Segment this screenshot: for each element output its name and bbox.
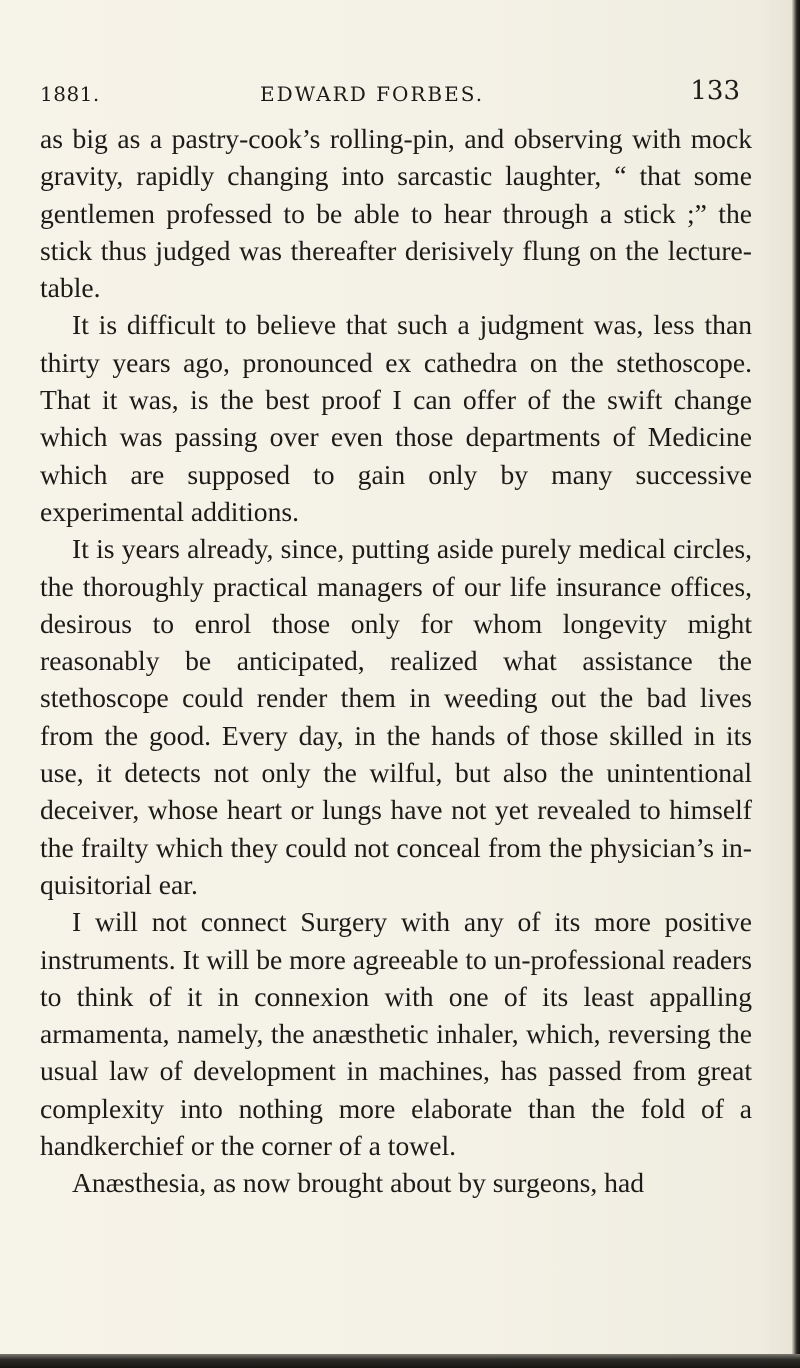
- paragraph-3: It is years already, since, putting aside purely medical circles, the thoroughly practical managers of our life insurance offices, desirous to enrol those only for whom longevity might reasonably be anticipated, realized what assistance the stethoscope could render them in weeding out the bad lives from the good. Every day, in the hands of those skilled in its use, it detects not only the wilful, but also the unintentional deceiver, whose heart or lungs have not yet revealed to himself the frailty which they could not conceal from the physician’s in-quisitorial ear.: [40, 533, 752, 900]
- paragraph-2: It is difficult to believe that such a judgment was, less than thirty years ago, pronounced ex cathedra on the stethoscope. That it was, is the best proof I can offer of the swift change which was passing over even those departments of Medicine which are supposed to gain only by many successive experimental additions.: [40, 309, 752, 527]
- page-right-edge: [792, 0, 800, 1368]
- page-number: 133: [690, 76, 740, 106]
- paragraph-4: I will not connect Surgery with any of its more positive instruments. It will be more agreeable to un-professional readers to think of it in connexion with one of its least appalling armamenta, namely, the anæsthetic inhaler, which, reversing the usual law of development in machines, has passed from great complexity into nothing more elaborate than the fold of a handkerchief or the corner of a towel.: [40, 906, 752, 1162]
- body-text: [40, 120, 752, 1202]
- header-title: EDWARD FORBES.: [260, 82, 485, 106]
- running-head: [40, 76, 744, 116]
- paragraph-5: Anæsthesia, as now brought about by surgeons, had: [72, 1167, 645, 1199]
- header-year: 1881.: [40, 82, 100, 106]
- page-bottom-edge: [0, 1354, 800, 1368]
- paragraph-1: as big as a pastry-cook’s rolling-pin, and observing with mock gravity, rapidly changing into sarcastic laughter, “ that some gentlemen professed to be able to hear through a stick ;” the stick thus judged was thereafter derisively flung on the lecture-table.: [40, 123, 752, 304]
